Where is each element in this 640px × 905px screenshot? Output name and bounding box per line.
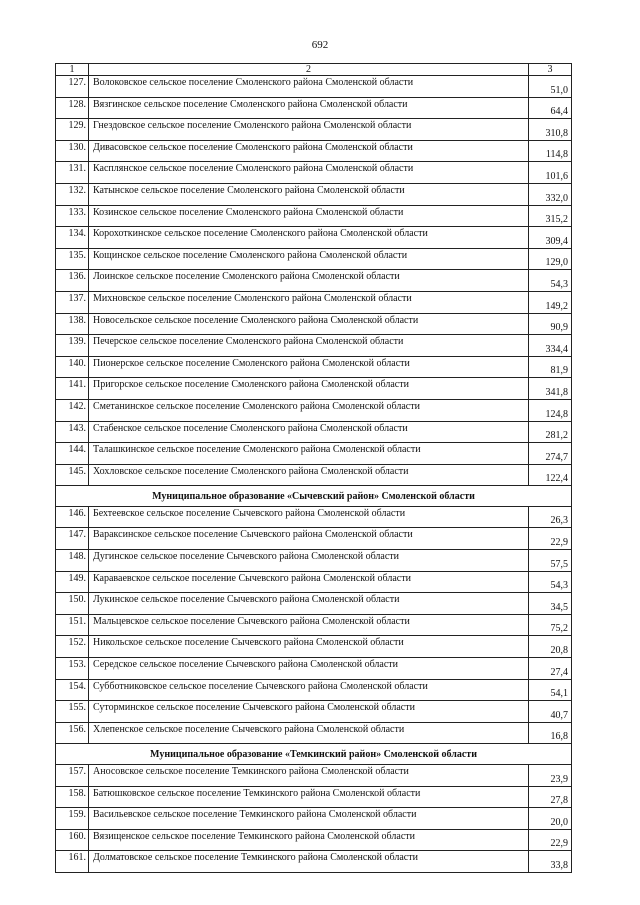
settlement-name: Вязищенское сельское поселение Темкинского района Смоленской области (89, 829, 529, 851)
section-header-row (56, 744, 572, 765)
table-row (56, 399, 572, 421)
row-number: 155. (56, 701, 89, 723)
table-row (56, 227, 572, 249)
row-value: 81,9 (529, 356, 572, 378)
row-value: 34,5 (529, 593, 572, 615)
table-row (56, 636, 572, 658)
settlement-name: Новосельское сельское поселение Смоленского района Смоленской области (89, 313, 529, 335)
row-number: 152. (56, 636, 89, 658)
page-number: 692 (311, 39, 329, 51)
data-table (55, 63, 572, 873)
settlement-name: Середское сельское поселение Сычевского района Смоленской области (89, 658, 529, 680)
row-number: 130. (56, 140, 89, 162)
table-row (56, 335, 572, 357)
table-row (56, 571, 572, 593)
row-value: 281,2 (529, 421, 572, 443)
row-value: 332,0 (529, 183, 572, 205)
row-value: 149,2 (529, 291, 572, 313)
row-value: 315,2 (529, 205, 572, 227)
row-value: 129,0 (529, 248, 572, 270)
table-row (56, 506, 572, 528)
row-value: 341,8 (529, 378, 572, 400)
row-value: 27,4 (529, 658, 572, 680)
settlement-name: Бехтеевское сельское поселение Сычевского района Смоленской области (89, 506, 529, 528)
table-row (56, 679, 572, 701)
settlement-name: Талашкинское сельское поселение Смоленского района Смоленской области (89, 443, 529, 465)
column-header-3: 3 (529, 64, 572, 76)
row-number: 141. (56, 378, 89, 400)
settlement-name: Дивасовское сельское поселение Смоленского района Смоленской области (89, 140, 529, 162)
table-row (56, 421, 572, 443)
row-number: 140. (56, 356, 89, 378)
row-value: 20,8 (529, 636, 572, 658)
table-row (56, 765, 572, 787)
settlement-name: Хохловское сельское поселение Смоленского района Смоленской области (89, 464, 529, 486)
row-number: 153. (56, 658, 89, 680)
table-row (56, 550, 572, 572)
row-value: 122,4 (529, 464, 572, 486)
row-value: 90,9 (529, 313, 572, 335)
row-value: 40,7 (529, 701, 572, 723)
row-value: 334,4 (529, 335, 572, 357)
table-row (56, 528, 572, 550)
settlement-name: Печерское сельское поселение Смоленского района Смоленской области (89, 335, 529, 357)
row-value: 23,9 (529, 765, 572, 787)
row-number: 161. (56, 851, 89, 873)
table-row (56, 76, 572, 98)
row-number: 144. (56, 443, 89, 465)
table-row (56, 851, 572, 873)
row-value: 51,0 (529, 76, 572, 98)
row-number: 149. (56, 571, 89, 593)
settlement-name: Пригорское сельское поселение Смоленского района Смоленской области (89, 378, 529, 400)
table-row (56, 140, 572, 162)
settlement-name: Васильевское сельское поселение Темкинского района Смоленской области (89, 808, 529, 830)
row-number: 148. (56, 550, 89, 572)
table-row (56, 119, 572, 141)
row-value: 114,8 (529, 140, 572, 162)
row-value: 16,8 (529, 722, 572, 744)
row-value: 309,4 (529, 227, 572, 249)
column-header-2: 2 (89, 64, 529, 76)
row-value: 22,9 (529, 528, 572, 550)
row-value: 274,7 (529, 443, 572, 465)
row-number: 132. (56, 183, 89, 205)
settlement-name: Батюшковское сельское поселение Темкинского района Смоленской области (89, 786, 529, 808)
row-value: 26,3 (529, 506, 572, 528)
row-number: 143. (56, 421, 89, 443)
settlement-name: Хлепенское сельское поселение Сычевского района Смоленской области (89, 722, 529, 744)
settlement-name: Мальцевское сельское поселение Сычевского района Смоленской области (89, 614, 529, 636)
row-number: 147. (56, 528, 89, 550)
row-value: 54,3 (529, 270, 572, 292)
settlement-name: Вязгинское сельское поселение Смоленского района Смоленской области (89, 97, 529, 119)
row-value: 22,9 (529, 829, 572, 851)
section-title: Муниципальное образование «Сычевский район» Смоленской области (56, 486, 572, 507)
row-number: 133. (56, 205, 89, 227)
settlement-name: Караваевское сельское поселение Сычевского района Смоленской области (89, 571, 529, 593)
settlement-name: Стабенское сельское поселение Смоленского района Смоленской области (89, 421, 529, 443)
row-number: 145. (56, 464, 89, 486)
table-row (56, 786, 572, 808)
table-row (56, 248, 572, 270)
settlement-name: Аносовское сельское поселение Темкинского района Смоленской области (89, 765, 529, 787)
table-row (56, 356, 572, 378)
settlement-name: Суторминское сельское поселение Сычевского района Смоленской области (89, 701, 529, 723)
row-number: 137. (56, 291, 89, 313)
row-value: 75,2 (529, 614, 572, 636)
table-row (56, 97, 572, 119)
settlement-name: Лукинское сельское поселение Сычевского района Смоленской области (89, 593, 529, 615)
row-value: 310,8 (529, 119, 572, 141)
settlement-name: Субботниковское сельское поселение Сычевского района Смоленской области (89, 679, 529, 701)
row-value: 33,8 (529, 851, 572, 873)
row-number: 160. (56, 829, 89, 851)
row-number: 135. (56, 248, 89, 270)
row-number: 136. (56, 270, 89, 292)
row-number: 150. (56, 593, 89, 615)
table-row (56, 443, 572, 465)
settlement-name: Корохоткинское сельское поселение Смоленского района Смоленской области (89, 227, 529, 249)
row-value: 57,5 (529, 550, 572, 572)
row-number: 159. (56, 808, 89, 830)
row-number: 158. (56, 786, 89, 808)
row-number: 146. (56, 506, 89, 528)
row-value: 124,8 (529, 399, 572, 421)
row-number: 138. (56, 313, 89, 335)
table-body (56, 64, 572, 873)
table-row (56, 722, 572, 744)
table-row (56, 378, 572, 400)
settlement-name: Долматовское сельское поселение Темкинского района Смоленской области (89, 851, 529, 873)
table-row (56, 313, 572, 335)
column-header-1: 1 (56, 64, 89, 76)
row-number: 151. (56, 614, 89, 636)
section-header-row (56, 486, 572, 507)
row-number: 142. (56, 399, 89, 421)
settlement-name: Сметанинское сельское поселение Смоленского района Смоленской области (89, 399, 529, 421)
settlement-name: Катынское сельское поселение Смоленского района Смоленской области (89, 183, 529, 205)
row-number: 127. (56, 76, 89, 98)
row-value: 64,4 (529, 97, 572, 119)
settlement-name: Гнездовское сельское поселение Смоленского района Смоленской области (89, 119, 529, 141)
settlement-name: Козинское сельское поселение Смоленского района Смоленской области (89, 205, 529, 227)
table-row (56, 464, 572, 486)
row-value: 101,6 (529, 162, 572, 184)
settlement-name: Дугинское сельское поселение Сычевского района Смоленской области (89, 550, 529, 572)
table-row (56, 829, 572, 851)
section-title: Муниципальное образование «Темкинский район» Смоленской области (56, 744, 572, 765)
row-number: 157. (56, 765, 89, 787)
row-number: 156. (56, 722, 89, 744)
row-value: 54,3 (529, 571, 572, 593)
table-row (56, 808, 572, 830)
row-number: 128. (56, 97, 89, 119)
row-number: 154. (56, 679, 89, 701)
table-row (56, 701, 572, 723)
row-number: 139. (56, 335, 89, 357)
table-row (56, 658, 572, 680)
table-row (56, 593, 572, 615)
settlement-name: Касплянское сельское поселение Смоленского района Смоленской области (89, 162, 529, 184)
row-value: 20,0 (529, 808, 572, 830)
table-row (56, 183, 572, 205)
row-number: 129. (56, 119, 89, 141)
header-row (56, 64, 572, 76)
row-number: 131. (56, 162, 89, 184)
table-row (56, 205, 572, 227)
settlement-name: Кощинское сельское поселение Смоленского района Смоленской области (89, 248, 529, 270)
settlement-name: Волоковское сельское поселение Смоленского района Смоленской области (89, 76, 529, 98)
row-value: 27,8 (529, 786, 572, 808)
row-value: 54,1 (529, 679, 572, 701)
table-row (56, 291, 572, 313)
settlement-name: Вараксинское сельское поселение Сычевского района Смоленской области (89, 528, 529, 550)
settlement-name: Михновское сельское поселение Смоленского района Смоленской области (89, 291, 529, 313)
table-row (56, 270, 572, 292)
row-number: 134. (56, 227, 89, 249)
settlement-name: Пионерское сельское поселение Смоленского района Смоленской области (89, 356, 529, 378)
table-row (56, 614, 572, 636)
settlement-name: Никольское сельское поселение Сычевского района Смоленской области (89, 636, 529, 658)
settlement-name: Лоинское сельское поселение Смоленского района Смоленской области (89, 270, 529, 292)
table-row (56, 162, 572, 184)
